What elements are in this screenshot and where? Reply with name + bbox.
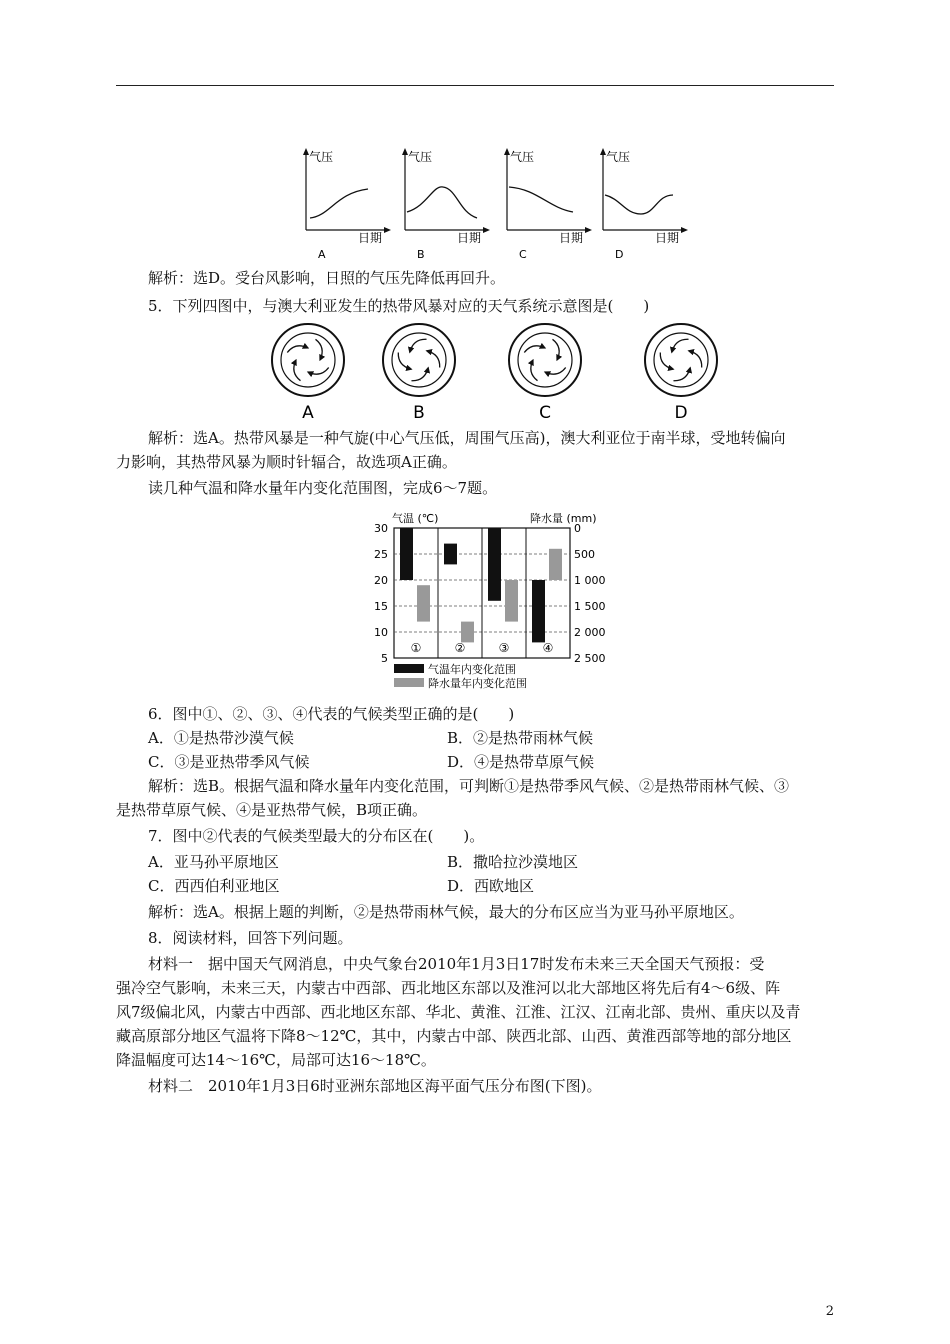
y2-tick-label: 1 000 bbox=[574, 574, 606, 587]
question-7-option-c: C．西西伯利亚地区 bbox=[148, 877, 280, 895]
x-axis-label: 日期 bbox=[655, 231, 680, 245]
precipitation-bar bbox=[549, 549, 562, 580]
climate-chart bbox=[358, 508, 618, 693]
y-axis-label: 气压 bbox=[510, 150, 535, 164]
material-1-line4: 藏高原部分地区气温将下降8～12℃，其中，内蒙古中部、陕西北部、山西、黄淮西部等地的部分地区 bbox=[116, 1027, 792, 1045]
cyclone-diagram-C bbox=[509, 324, 581, 423]
pressure-chart-D bbox=[600, 148, 688, 261]
x-axis-arrow bbox=[585, 227, 592, 233]
question-5-stem: 5．下列四图中，与澳大利亚发生的热带风暴对应的天气系统示意图是( ) bbox=[148, 297, 650, 315]
x-axis-label: 日期 bbox=[457, 231, 482, 245]
precipitation-bar bbox=[505, 580, 518, 622]
material-1-line3: 风7级偏北风，内蒙古中西部、西北地区东部、华北、黄淮、江淮、江汉、江南北部、贵州、重庆以及青 bbox=[116, 1003, 801, 1021]
y-axis-title: 气温 (℃) bbox=[392, 512, 439, 525]
question-8-stem: 8．阅读材料，回答下列问题。 bbox=[148, 929, 353, 947]
y-axis-label: 气压 bbox=[408, 150, 433, 164]
outer-ring bbox=[509, 324, 581, 396]
panel-letter: A bbox=[318, 248, 326, 261]
question-6-stem: 6．图中①、②、③、④代表的气候类型正确的是( ) bbox=[148, 705, 515, 723]
wind-arrow bbox=[427, 351, 440, 368]
temperature-bar bbox=[400, 528, 413, 580]
question-7-option-b: B．撒哈拉沙漠地区 bbox=[447, 853, 579, 871]
cyclone-diagram-B bbox=[383, 324, 455, 423]
cyclone-label: A bbox=[302, 403, 314, 423]
legend-label-precipitation: 降水量年内变化范围 bbox=[428, 677, 527, 690]
wind-arrow bbox=[410, 339, 427, 352]
y2-tick-label: 1 500 bbox=[574, 600, 606, 613]
wind-arrow bbox=[660, 353, 673, 370]
cyclone-diagram-D bbox=[645, 324, 717, 423]
wind-arrow bbox=[308, 368, 329, 375]
wind-arrow bbox=[674, 368, 691, 381]
y2-tick-label: 0 bbox=[574, 522, 581, 535]
outer-ring bbox=[645, 324, 717, 396]
wind-arrow bbox=[531, 360, 538, 381]
material-1-line5: 降温幅度可达14～16℃，局部可达16～18℃。 bbox=[116, 1051, 436, 1069]
answer-5-line2: 力影响，其热带风暴为顺时针辐合，故选项A正确。 bbox=[116, 453, 457, 471]
outer-ring bbox=[272, 324, 344, 396]
category-label: ① bbox=[410, 641, 422, 655]
panel-letter: B bbox=[417, 248, 425, 261]
category-label: ④ bbox=[542, 641, 554, 655]
category-label: ② bbox=[454, 641, 466, 655]
material-1-line1: 材料一 据中国天气网消息，中央气象台2010年1月3日17时发布未来三天全国天气预报：受 bbox=[148, 955, 765, 973]
pressure-chart-C bbox=[504, 148, 592, 261]
y-tick-label: 10 bbox=[374, 626, 388, 639]
cyclone-diagrams bbox=[0, 320, 950, 423]
question-7-option-d: D．西欧地区 bbox=[447, 877, 535, 895]
question-6-option-a: A．①是热带沙漠气候 bbox=[148, 729, 294, 747]
y2-tick-label: 500 bbox=[574, 548, 595, 561]
pressure-chart-A bbox=[303, 148, 391, 261]
pressure-chart-B bbox=[402, 148, 490, 261]
legend-swatch-temperature bbox=[394, 664, 424, 673]
legend-label-temperature: 气温年内变化范围 bbox=[428, 663, 516, 676]
wind-arrow bbox=[412, 368, 429, 381]
question-6-option-c: C．③是亚热带季风气候 bbox=[148, 753, 310, 771]
pressure-curve bbox=[509, 187, 573, 212]
wind-arrow bbox=[545, 368, 566, 375]
material-1-line2: 强冷空气影响，未来三天，内蒙古中西部、西北地区东部以及淮河以北大部地区将先后有4～6级、阵 bbox=[116, 979, 781, 997]
pressure-curve bbox=[605, 195, 673, 214]
material-2: 材料二 2010年1月3日6时亚洲东部地区海平面气压分布图(下图)。 bbox=[148, 1077, 602, 1095]
wind-arrow bbox=[524, 346, 545, 353]
answer-4: 解析：选D。受台风影响，日照的气压先降低再回升。 bbox=[148, 269, 506, 287]
y-tick-label: 5 bbox=[381, 652, 388, 665]
x-axis-arrow bbox=[384, 227, 391, 233]
y2-tick-label: 2 000 bbox=[574, 626, 606, 639]
wind-arrow bbox=[553, 339, 560, 360]
temperature-bar bbox=[444, 544, 457, 565]
y-tick-label: 15 bbox=[374, 600, 388, 613]
y-axis-label: 气压 bbox=[606, 150, 631, 164]
question-7-option-a: A．亚马孙平原地区 bbox=[148, 853, 279, 871]
category-label: ③ bbox=[498, 641, 510, 655]
wind-arrow bbox=[689, 351, 702, 368]
x-axis-label: 日期 bbox=[358, 231, 383, 245]
x-axis-arrow bbox=[483, 227, 490, 233]
wind-arrow bbox=[398, 353, 411, 370]
pressure-charts bbox=[0, 0, 950, 270]
panel-letter: D bbox=[615, 248, 624, 261]
y2-axis-title: 降水量 (mm) bbox=[530, 512, 597, 525]
y-tick-label: 30 bbox=[374, 522, 388, 535]
x-axis-label: 日期 bbox=[559, 231, 584, 245]
y-axis-label: 气压 bbox=[309, 150, 334, 164]
y-tick-label: 20 bbox=[374, 574, 388, 587]
precipitation-bar bbox=[461, 622, 474, 643]
temperature-bar bbox=[532, 580, 545, 642]
answer-6-line2: 是热带草原气候、④是亚热带气候，B项正确。 bbox=[116, 801, 428, 819]
wind-arrow bbox=[316, 339, 323, 360]
question-7-stem: 7．图中②代表的气候类型最大的分布区在( )。 bbox=[148, 827, 485, 845]
question-6-option-d: D．④是热带草原气候 bbox=[447, 753, 595, 771]
cyclone-label: D bbox=[674, 403, 688, 423]
cyclone-label: C bbox=[539, 403, 551, 423]
pressure-curve bbox=[310, 189, 368, 218]
question-6-option-b: B．②是热带雨林气候 bbox=[447, 729, 594, 747]
answer-5-line1: 解析：选A。热带风暴是一种气旋(中心气压低，周围气压高)，澳大利亚位于南半球，受地转偏向 bbox=[148, 429, 786, 447]
x-axis-arrow bbox=[681, 227, 688, 233]
inner-ring bbox=[518, 333, 572, 387]
answer-6-line1: 解析：选B。根据气温和降水量年内变化范围，可判断①是热带季风气候、②是热带雨林气候、③ bbox=[148, 777, 790, 795]
cyclone-label: B bbox=[413, 403, 425, 423]
precipitation-bar bbox=[417, 585, 430, 621]
panel-letter: C bbox=[519, 248, 527, 261]
inner-ring bbox=[281, 333, 335, 387]
wind-arrow bbox=[294, 360, 301, 381]
cyclone-diagram-A bbox=[272, 324, 344, 423]
intro-6-7: 读几种气温和降水量年内变化范围图，完成6～7题。 bbox=[148, 479, 498, 497]
temperature-bar bbox=[488, 528, 501, 601]
pressure-curve bbox=[407, 187, 477, 218]
outer-ring bbox=[383, 324, 455, 396]
y2-tick-label: 2 500 bbox=[574, 652, 606, 665]
wind-arrow bbox=[287, 346, 308, 353]
answer-7: 解析：选A。根据上题的判断，②是热带雨林气候，最大的分布区应当为亚马孙平原地区。 bbox=[148, 903, 744, 921]
page-number: 2 bbox=[825, 1304, 834, 1319]
y-tick-label: 25 bbox=[374, 548, 388, 561]
legend-swatch-precipitation bbox=[394, 678, 424, 687]
wind-arrow bbox=[672, 339, 689, 352]
